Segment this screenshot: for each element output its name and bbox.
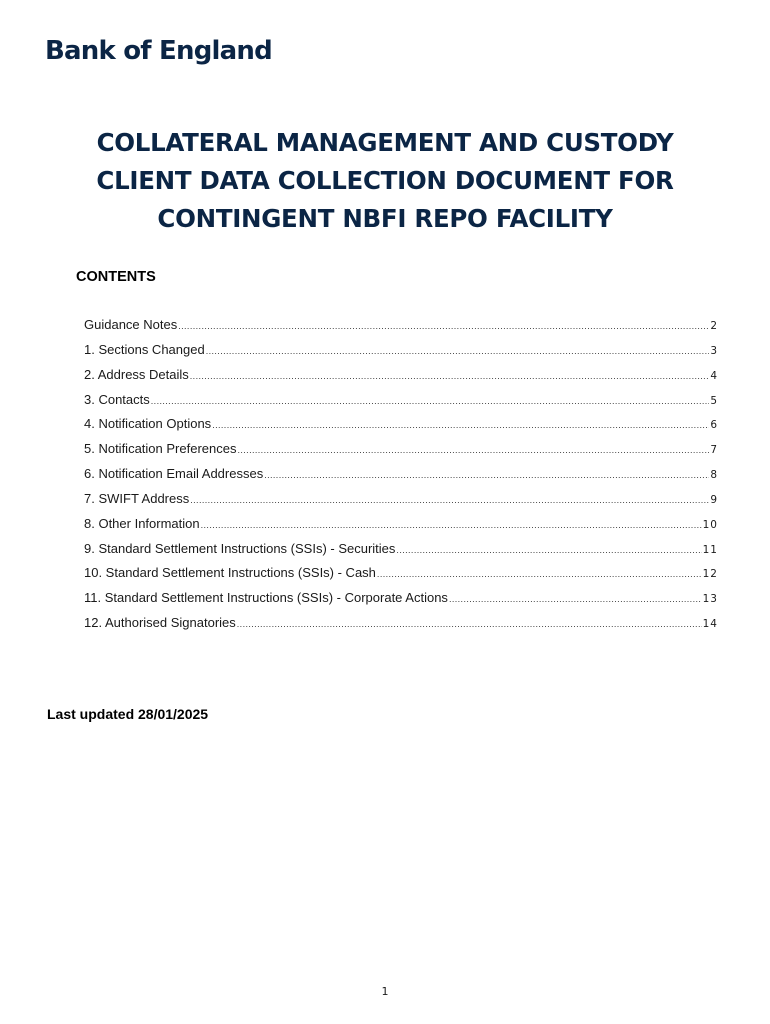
toc-dot-leader xyxy=(206,346,710,356)
toc-entry-page-number: 13 xyxy=(702,593,718,606)
toc-dot-leader xyxy=(201,520,702,530)
toc-entry-page-number: 6 xyxy=(710,419,718,432)
toc-dot-leader xyxy=(151,396,710,406)
toc-entry-notification-email-addresses[interactable] xyxy=(84,466,718,491)
toc-dot-leader xyxy=(237,445,709,455)
toc-entry-ssi-securities[interactable] xyxy=(84,541,718,566)
toc-entry-page-number: 2 xyxy=(710,320,718,332)
toc-entry-page-number: 10 xyxy=(702,518,718,531)
toc-entry-page-number: 5 xyxy=(710,394,718,407)
toc-entry-sections-changed[interactable] xyxy=(84,342,718,367)
toc-entry-notification-preferences[interactable] xyxy=(84,441,718,466)
contents-heading: CONTENTS xyxy=(76,269,156,285)
toc-entry-label: 7. SWIFT Address xyxy=(84,490,190,506)
toc-dot-leader xyxy=(449,594,702,604)
toc-dot-leader xyxy=(264,470,709,480)
toc-entry-swift-address[interactable] xyxy=(84,491,718,516)
table-of-contents xyxy=(84,317,718,640)
toc-entry-label: 10. Standard Settlement Instructions (SSIs) - Cash xyxy=(84,565,376,581)
toc-entry-label: 5. Notification Preferences xyxy=(84,441,237,457)
toc-entry-ssi-corporate-actions[interactable] xyxy=(84,590,718,615)
toc-entry-notification-options[interactable] xyxy=(84,416,718,441)
document-title-line: CLIENT DATA COLLECTION DOCUMENT FOR xyxy=(96,166,674,195)
toc-entry-page-number: 14 xyxy=(702,618,718,631)
toc-entry-label: 9. Standard Settlement Instructions (SSIs) - Securities xyxy=(84,540,396,556)
toc-entry-page-number: 3 xyxy=(710,344,718,357)
toc-dot-leader xyxy=(396,545,701,555)
toc-dot-leader xyxy=(237,619,702,629)
last-updated-date: Last updated 28/01/2025 xyxy=(47,706,209,722)
toc-entry-page-number: 11 xyxy=(702,543,718,556)
toc-entry-label: 6. Notification Email Addresses xyxy=(84,466,264,482)
toc-entry-page-number: 8 xyxy=(710,469,718,482)
toc-entry-label: 12. Authorised Signatories xyxy=(84,615,236,631)
document-title-line: CONTINGENT NBFI REPO FACILITY xyxy=(157,204,613,233)
toc-entry-label: 3. Contacts xyxy=(84,391,150,407)
toc-dot-leader xyxy=(190,495,709,505)
toc-entry-label: 2. Address Details xyxy=(84,366,189,382)
toc-entry-label: 4. Notification Options xyxy=(84,416,212,432)
toc-entry-page-number: 4 xyxy=(710,369,718,382)
document-title xyxy=(40,124,730,238)
page-number: 1 xyxy=(381,985,389,998)
document-title-line: COLLATERAL MANAGEMENT AND CUSTODY xyxy=(96,128,674,157)
toc-dot-leader xyxy=(212,420,709,430)
toc-entry-authorised-signatories[interactable] xyxy=(84,615,718,640)
toc-entry-page-number: 7 xyxy=(710,444,718,457)
toc-entry-contacts[interactable] xyxy=(84,392,718,417)
toc-entry-guidance-notes[interactable] xyxy=(84,317,718,342)
toc-entry-other-information[interactable] xyxy=(84,516,718,541)
toc-entry-page-number: 9 xyxy=(710,493,718,506)
toc-entry-label: Guidance Notes xyxy=(84,317,178,332)
toc-entry-page-number: 12 xyxy=(702,568,718,581)
toc-entry-label: 1. Sections Changed xyxy=(84,341,205,357)
toc-entry-address-details[interactable] xyxy=(84,367,718,392)
toc-entry-label: 11. Standard Settlement Instructions (SSIs) - Corporate Actions xyxy=(84,590,448,606)
toc-entry-label: 8. Other Information xyxy=(84,515,200,531)
toc-dot-leader xyxy=(190,371,710,381)
toc-entry-ssi-cash[interactable] xyxy=(84,565,718,590)
toc-dot-leader xyxy=(377,569,702,579)
toc-dot-leader xyxy=(178,321,709,331)
bank-of-england-logo: Bank of England xyxy=(45,36,272,66)
